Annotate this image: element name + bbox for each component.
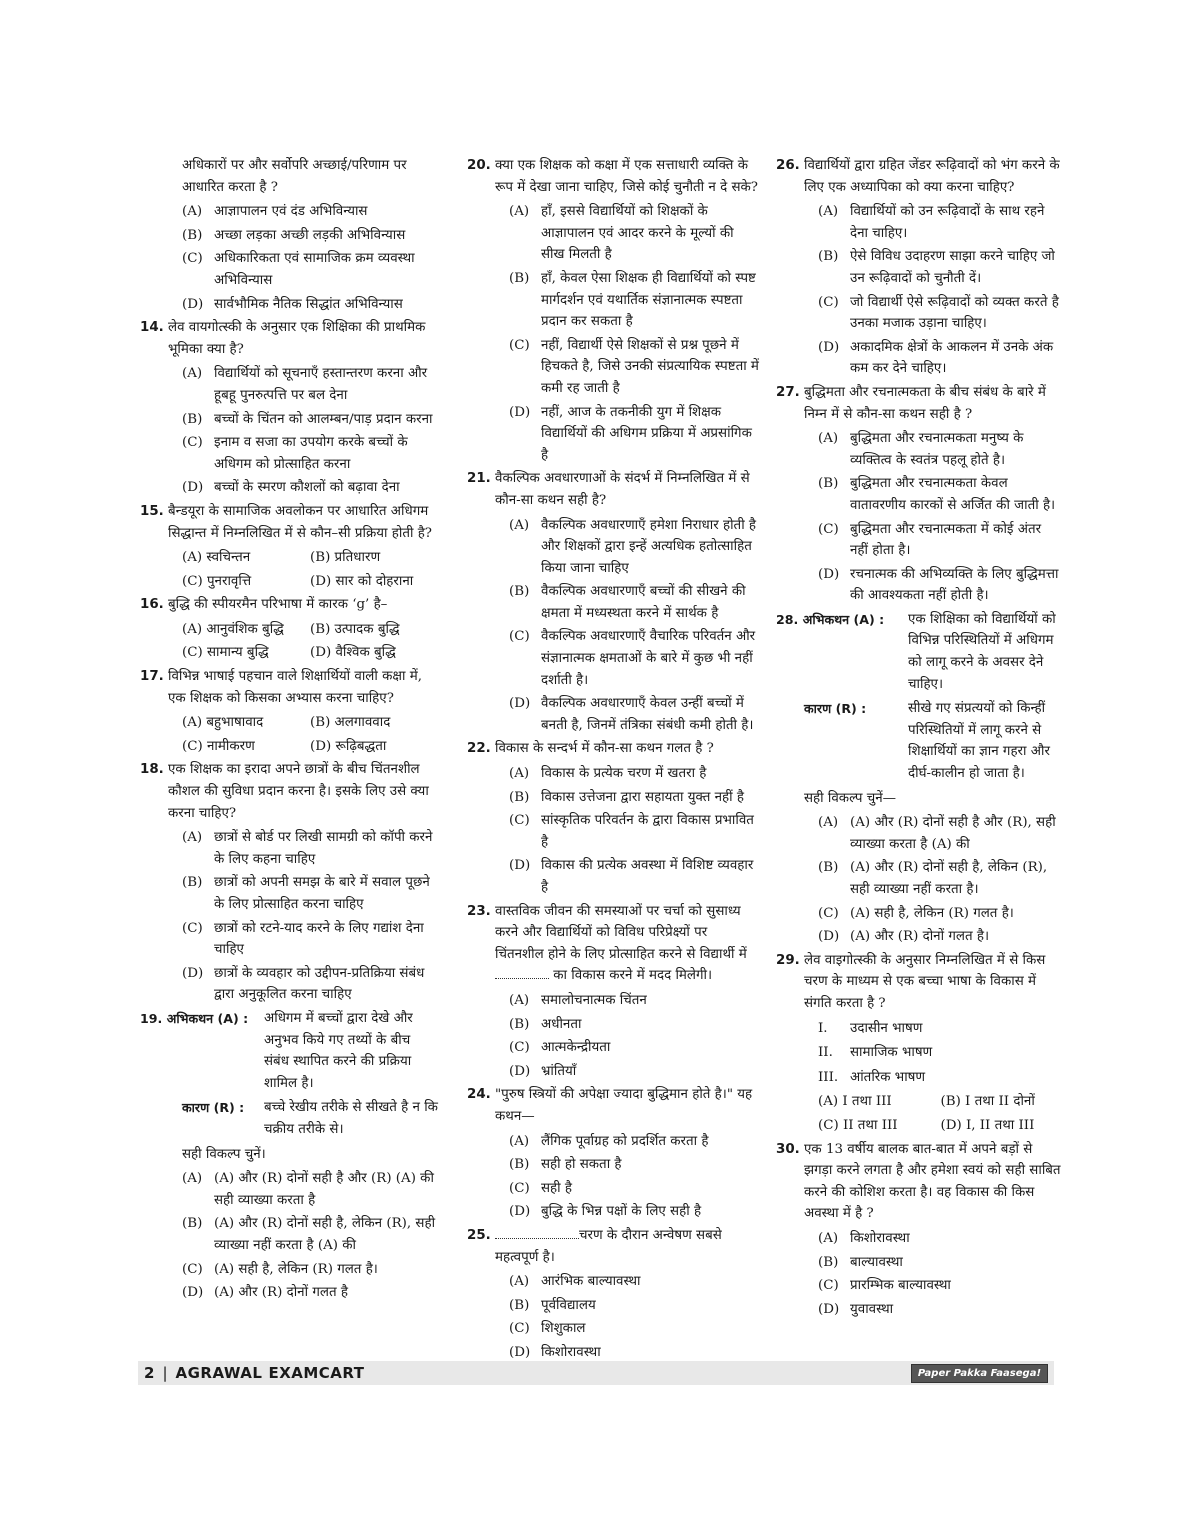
option-text: वैकल्पिक अवधारणाएँ वैचारिक परिवर्तन और संज्ञानात्मक क्षमताओं के बारे में कुछ भी नहीं दर्शाती है। <box>541 629 756 688</box>
q22-options <box>467 763 759 899</box>
answer-option <box>509 1295 759 1317</box>
answer-option <box>182 1259 438 1281</box>
answer-option <box>182 432 438 475</box>
answer-option <box>509 1154 759 1176</box>
answer-option <box>182 225 438 247</box>
question-text-part1: वास्तविक जीवन की समस्याओं पर चर्चा को सुसाध्य करने और विद्यार्थियों को विविध परिप्रेक्ष्यों पर चिंतनशील होने के लिए प्रोत्साहित करने से विद्यार्थी में <box>495 903 747 962</box>
option-label: (A) <box>818 204 839 220</box>
answer-option <box>509 201 759 266</box>
option-text: सांस्कृतिक परिवर्तन के द्वारा विकास प्रभावित है <box>541 813 754 850</box>
answer-option <box>509 1201 759 1223</box>
q24-options <box>467 1131 759 1223</box>
question-text: एक 13 वर्षीय बालक बात-बात में अपने बड़ों से झगड़ा करने लगता है और हमेशा स्वयं को सही साबित करने की कोशिश करता है। वह विकास की किस अवस्था में है ? <box>804 1141 1061 1222</box>
assertion-label <box>776 609 908 695</box>
option-text: (A) और (R) दोनों गलत है <box>214 1285 348 1301</box>
question-22 <box>467 738 759 760</box>
option-label: (C) <box>182 920 203 936</box>
answer-option <box>182 918 438 961</box>
question-text <box>495 1225 759 1268</box>
option-text: छात्रों को अपनी समझ के बारे में सवाल पूछने के लिए प्रोत्साहित करना चाहिए <box>214 875 430 912</box>
option-text: विद्यार्थियों को उन रूढ़िवादों के साथ रहने देना चाहिए। <box>850 204 1045 241</box>
option-label: (D) <box>509 858 531 874</box>
option-text: बच्चों के चिंतन को आलम्बन/पाड़ प्रदान करना <box>214 411 433 427</box>
option-text: हाँ, केवल ऐसा शिक्षक ही विद्यार्थियों को स्पष्ट मार्गदर्शन एवं यथार्तिक संज्ञानात्मक स्पष्टता प्रदान कर सकता है <box>541 270 756 330</box>
option-text: (A) और (R) दोनों सही है और (R) (A) की सही व्याख्या करता है <box>214 1171 434 1208</box>
option-text: विद्यार्थियों को सूचनाएँ हस्तान्तरण करना और हूबहू पुनरुत्पत्ति पर बल देना <box>214 366 428 403</box>
q27-options <box>776 428 1063 607</box>
option-label: (C) <box>509 813 530 829</box>
answer-option <box>182 1213 438 1256</box>
question-18 <box>140 759 438 824</box>
option-text: बुद्धि के भिन्न पक्षों के लिए सही है <box>541 1204 702 1220</box>
option-label: (C) <box>509 629 530 645</box>
option-text: विकास उत्तेजना द्वारा सहायता युक्त नहीं है <box>541 789 744 805</box>
fill-blank <box>495 968 549 979</box>
option-label: (D) <box>509 404 531 420</box>
question-number: 15. <box>140 503 164 519</box>
answer-option <box>509 581 759 624</box>
footer-separator: | <box>162 1364 168 1382</box>
question-number: 22. <box>467 741 491 757</box>
question-number: 30. <box>776 1141 800 1157</box>
question-16 <box>140 594 438 616</box>
page-footer <box>138 1361 1054 1385</box>
statement-numeral: III. <box>818 1069 839 1085</box>
answer-option: (D) सार को दोहराना <box>310 573 414 589</box>
option-text: बुद्धिमता और रचनात्मकता मनुष्य के व्यक्तित्व के स्वतंत्र पहलू होते है। <box>850 431 1024 468</box>
option-label: (B) <box>818 476 839 492</box>
question-text: एक शिक्षक का इरादा अपने छात्रों के बीच चिंतनशील कौशल की सुविधा प्रदान करना है। इसके लिए उसे क्या करना चाहिए? <box>168 762 429 821</box>
answer-option <box>818 1228 1063 1250</box>
option-text: आज्ञापालन एवं दंड अभिविन्यास <box>214 204 368 220</box>
choose-instruction: सही विकल्प चुनें— <box>804 790 897 806</box>
question-text: विकास के सन्दर्भ में कौन-सा कथन गलत है ? <box>495 741 714 757</box>
q18-options <box>140 827 438 1006</box>
answer-option <box>818 246 1063 289</box>
question-25 <box>467 1225 759 1268</box>
answer-option: (A) आनुवंशिक बुद्धि <box>182 621 284 637</box>
question-text-part: चरण के दौरान अन्वेषण सबसे महत्वपूर्ण है। <box>495 1227 722 1265</box>
option-label: (C) <box>818 294 839 310</box>
question-26 <box>776 155 1063 198</box>
question-27 <box>776 382 1063 425</box>
option-label: (A) <box>509 1133 530 1149</box>
answer-option: (B) उत्पादक बुद्धि <box>310 621 400 637</box>
question-number: 20. <box>467 158 491 173</box>
option-text: सही हो सकता है <box>541 1157 622 1173</box>
option-text: (A) सही है, लेकिन (R) गलत है। <box>214 1261 378 1277</box>
option-text: आरंभिक बाल्यावस्था <box>541 1274 641 1290</box>
option-text: (A) और (R) दोनों सही है और (R), सही व्याख्या करता है (A) की <box>850 815 1056 852</box>
question-text: बुद्धिमता और रचनात्मकता के बीच संबंध के बारे में निम्न में से कौन-सा कथन सही है ? <box>804 384 1046 422</box>
option-pair-row <box>818 1115 1063 1137</box>
option-text: (A) और (R) दोनों सही है, लेकिन (R), सही व्याख्या नहीं करता है (A) की <box>214 1216 436 1253</box>
answer-option <box>509 1014 759 1036</box>
option-label: (A) <box>509 1274 530 1290</box>
option-label: (A) <box>818 1230 839 1246</box>
option-label: (C) <box>509 337 530 353</box>
answer-option <box>182 963 438 1006</box>
option-text: बुद्धिमता और रचनात्मकता में कोई अंतर नहीं होता है। <box>850 521 1042 559</box>
answer-option <box>509 626 759 691</box>
option-text: जो विद्यार्थी ऐसे रूढ़िवादों को व्यक्त करते है उनका मजाक उड़ाना चाहिए। <box>850 294 1059 332</box>
answer-option: (A) बहुभाषावाद <box>182 715 264 731</box>
option-label: (B) <box>818 860 839 876</box>
reason-label: कारण (R) : <box>804 701 867 717</box>
statement-item <box>818 1018 1063 1040</box>
option-label: (B) <box>182 411 203 427</box>
answer-option: (D) I, II तथा III <box>940 1117 1035 1133</box>
column-right <box>776 155 1063 1322</box>
q19-options <box>140 1168 438 1304</box>
option-text: रचनात्मक की अभिव्यक्ति के लिए बुद्धिमत्ता की आवश्यकता नहीं होती है। <box>850 566 1059 604</box>
question-24 <box>467 1084 759 1127</box>
option-label: (C) <box>182 435 203 451</box>
option-label: (B) <box>182 875 203 891</box>
question-text-part2: का विकास करने में मदद मिलेगी। <box>553 968 713 984</box>
option-label: (D) <box>818 339 840 355</box>
option-label: (D) <box>182 296 204 312</box>
brand-name-part1: AGRAWAL <box>175 1364 263 1382</box>
option-label: (A) <box>818 815 839 831</box>
option-text: विकास की प्रत्येक अवस्था में विशिष्ट व्यवहार है <box>541 858 754 895</box>
q17-options <box>140 712 438 757</box>
option-label: (B) <box>818 1254 839 1270</box>
answer-option: (C) पुनरावृत्ति <box>182 573 252 589</box>
question-text: विभिन्न भाषाई पहचान वाले शिक्षार्थियों वाली कक्षा में, एक शिक्षक को किसका अभ्यास करना चाहिए? <box>168 669 422 706</box>
question-23 <box>467 901 759 987</box>
answer-option <box>818 1275 1063 1297</box>
option-text: समालोचनात्मक चिंतन <box>541 992 647 1008</box>
answer-option <box>509 1037 759 1059</box>
option-label: (C) <box>509 1321 530 1337</box>
answer-option <box>509 855 759 898</box>
option-pair-row <box>182 736 438 758</box>
answer-option <box>818 201 1063 244</box>
q30-options <box>776 1228 1063 1320</box>
answer-option <box>509 693 759 736</box>
question-number: 17. <box>140 669 164 685</box>
q14-options <box>140 363 438 499</box>
option-text: अधिकारिकता एवं सामाजिक क्रम व्यवस्था अभिविन्यास <box>214 251 415 288</box>
reason-text: सीखे गए संप्रत्ययों को किन्हीं परिस्थितियों में लागू करने से शिक्षार्थियों का ज्ञान गहरा और दीर्घ-कालीन हो जाता है। <box>908 701 1050 782</box>
column-left <box>140 155 438 1306</box>
option-text: युवावस्था <box>850 1301 894 1317</box>
question-30 <box>776 1139 1063 1225</box>
option-text: वैकल्पिक अवधारणाएँ बच्चों की सीखने की क्षमता में मध्यस्थता करने में सार्थक है <box>541 584 746 621</box>
option-label: (A) <box>509 204 530 220</box>
assertion-key: अभिकथन (A) : <box>166 1010 249 1026</box>
answer-option <box>182 248 438 291</box>
answer-option <box>509 1271 759 1293</box>
option-text: बाल्यावस्था <box>850 1254 903 1270</box>
option-text: किशोरावस्था <box>541 1344 601 1360</box>
option-text: छात्रों को रटने-याद करने के लिए गद्यांश देना चाहिए <box>214 920 424 958</box>
answer-option: (B) I तथा II दोनों <box>940 1094 1035 1110</box>
option-label: (D) <box>182 965 204 981</box>
statement-text: सामाजिक भाषण <box>850 1045 933 1061</box>
option-label: (B) <box>509 789 530 805</box>
answer-option <box>509 763 759 785</box>
answer-option <box>818 292 1063 335</box>
option-label: (D) <box>818 929 840 945</box>
option-text: शिशुकाल <box>541 1321 586 1337</box>
option-text: छात्रों के व्यवहार को उद्दीपन-प्रतिक्रिया संबंध द्वारा अनुकूलित करना चाहिए <box>214 965 425 1003</box>
brand-tagline-badge: Paper Pakka Faasega! <box>911 1364 1048 1383</box>
statement-item <box>818 1042 1063 1064</box>
answer-option: (C) नामीकरण <box>182 738 255 754</box>
question-number: 14. <box>140 320 164 336</box>
statement-numeral: I. <box>818 1020 828 1036</box>
option-label: (B) <box>509 270 530 286</box>
answer-option: (B) अलगाववाद <box>310 715 391 731</box>
option-text: किशोरावस्था <box>850 1230 910 1246</box>
answer-option <box>182 363 438 406</box>
option-label: (C) <box>818 1278 839 1294</box>
option-label: (B) <box>182 227 203 243</box>
option-text: आत्मकेन्द्रीयता <box>541 1040 611 1056</box>
q26-options <box>776 201 1063 380</box>
question-14 <box>140 317 438 360</box>
question-number: 18. <box>140 762 164 778</box>
answer-option <box>818 564 1063 607</box>
option-text: (A) सही है, लेकिन (R) गलत है। <box>850 905 1014 921</box>
option-text: प्रारम्भिक बाल्यावस्था <box>850 1278 951 1294</box>
option-label: (B) <box>509 1016 530 1032</box>
question-number: 26. <box>776 158 800 173</box>
reason-label: कारण (R) : <box>182 1100 245 1116</box>
answer-option <box>509 1178 759 1200</box>
option-pair-row <box>182 712 438 734</box>
statement-text: आंतरिक भाषण <box>850 1069 926 1085</box>
q16-options <box>140 619 438 664</box>
option-text: हाँ, इससे विद्यार्थियों को शिक्षकों के आज्ञापालन एवं आदर करने के मूल्यों की सीख मिलती है <box>541 204 734 263</box>
answer-option <box>818 428 1063 471</box>
answer-option: (D) रूढ़िबद्धता <box>310 738 387 754</box>
option-text: सही है <box>541 1180 572 1196</box>
answer-option <box>509 402 759 467</box>
assertion-key: अभिकथन (A) : <box>802 611 885 627</box>
question-17 <box>140 666 438 709</box>
answer-option <box>509 335 759 400</box>
option-text: वैकल्पिक अवधारणाएँ केवल उन्हीं बच्चों में बनती है, जिनमें तंत्रिका संबंधी कमी होती है। <box>541 696 754 733</box>
option-label: (C) <box>182 1261 203 1277</box>
answer-option <box>509 515 759 580</box>
option-label: (C) <box>509 1180 530 1196</box>
assertion-text: एक शिक्षिका को विद्यार्थियों को विभिन्न परिस्थितियों में अधिगम को लागू करने के अवसर देने चाहिए। <box>908 611 1056 692</box>
option-label: (A) <box>818 431 839 447</box>
question-29 <box>776 950 1063 1015</box>
question-text: बुद्धि की स्पीयरमैन परिभाषा में कारक ‘g’ है– <box>168 597 388 613</box>
brand-name-part2: EXAMCART <box>268 1364 365 1382</box>
option-text: छात्रों से बोर्ड पर लिखी सामग्री को कॉपी करने के लिए कहना चाहिए <box>214 830 433 867</box>
option-label: (C) <box>818 905 839 921</box>
answer-option <box>818 473 1063 516</box>
option-label: (D) <box>509 696 531 712</box>
statement-item <box>818 1067 1063 1089</box>
option-text: बच्चों के स्मरण कौशलों को बढ़ावा देना <box>214 480 400 496</box>
option-label: (B) <box>509 1157 530 1173</box>
statement-text: उदासीन भाषण <box>850 1020 923 1036</box>
question-19-reason <box>182 1097 438 1140</box>
answer-option <box>182 294 438 316</box>
option-label: (A) <box>182 366 203 382</box>
answer-option <box>818 519 1063 562</box>
question-13-continuation: अधिकारों पर और सर्वोपरि अच्छाई/परिणाम पर आधारित करता है ? <box>182 158 407 195</box>
answer-option: (C) II तथा III <box>818 1117 898 1133</box>
option-label: (B) <box>818 249 839 265</box>
option-label: (A) <box>182 204 203 220</box>
question-text: बैन्डयूरा के सामाजिक अवलोकन पर आधारित अधिगम सिद्धान्त में निम्नलिखित में से कौन–सी प्रक्रिया होती है? <box>168 503 432 541</box>
option-text: अधीनता <box>541 1016 582 1032</box>
question-15 <box>140 501 438 544</box>
answer-option <box>509 810 759 853</box>
option-label: (C) <box>818 521 839 537</box>
answer-option <box>182 872 438 915</box>
answer-option <box>818 903 1063 925</box>
option-text: लैंगिक पूर्वाग्रह को प्रदर्शित करता है <box>541 1133 709 1149</box>
question-21 <box>467 468 759 511</box>
option-text: ऐसे विविध उदाहरण साझा करने चाहिए जो उन रूढ़िवादों को चुनौती दें। <box>850 249 1055 286</box>
answer-option <box>182 1282 438 1304</box>
option-label: (B) <box>509 1297 530 1313</box>
answer-option <box>182 827 438 870</box>
answer-option: (C) सामान्य बुद्धि <box>182 645 269 661</box>
answer-option <box>182 201 438 223</box>
option-label: (D) <box>509 1063 531 1079</box>
question-text <box>495 901 759 987</box>
question-28-assertion <box>776 609 1063 695</box>
option-label: (D) <box>182 480 204 496</box>
answer-option: (D) वैश्विक बुद्धि <box>310 645 396 661</box>
question-number: 19. <box>140 1010 163 1026</box>
page-number: 2 <box>144 1364 155 1382</box>
option-pair-row <box>182 571 438 593</box>
question-text: वैकल्पिक अवधारणाओं के संदर्भ में निम्नलिखित में से कौन-सा कथन सही है? <box>495 471 750 508</box>
option-label: (D) <box>818 1301 840 1317</box>
option-text: (A) और (R) दोनों गलत है। <box>850 929 990 945</box>
answer-option: (A) स्वचिन्तन <box>182 550 251 566</box>
answer-option <box>509 1318 759 1340</box>
option-text: (A) और (R) दोनों सही है, लेकिन (R), सही व्याख्या नहीं करता है। <box>850 860 1048 897</box>
question-text: लेव वाइगोत्स्की के अनुसार निम्नलिखित में से किस चरण के माध्यम से एक बच्चा भाषा के विकास में संगति करता है ? <box>804 952 1046 1011</box>
option-text: नहीं, विद्यार्थी ऐसे शिक्षकों से प्रश्न पूछने में हिचकते है, जिसे उनकी संप्रत्यायिक स्पष्टता में कमी रह जाती है <box>541 337 759 396</box>
answer-option <box>182 409 438 431</box>
question-28-reason <box>804 698 1063 784</box>
question-text: लेव वायगोत्स्की के अनुसार एक शिक्षिका की प्राथमिक भूमिका क्या है? <box>168 320 426 357</box>
option-label: (B) <box>509 584 530 600</box>
option-text: नहीं, आज के तकनीकी युग में शिक्षक विद्यार्थियों की अधिगम प्रक्रिया में अप्रसांगिक है <box>541 404 752 463</box>
answer-option: (A) I तथा III <box>818 1094 892 1110</box>
option-text: पूर्वविद्यालय <box>541 1297 596 1313</box>
option-text: अच्छा लड़का अच्छी लड़की अभिविन्यास <box>214 227 406 243</box>
question-number: 24. <box>467 1087 491 1103</box>
option-text: बुद्धिमता और रचनात्मकता केवल वातावरणीय कारकों से अर्जित की जाती है। <box>850 476 1056 513</box>
q15-options <box>140 547 438 592</box>
question-number: 27. <box>776 384 800 400</box>
question-20 <box>467 155 759 198</box>
option-label: (A) <box>509 766 530 782</box>
question-text: "पुरुष स्त्रियों की अपेक्षा ज्यादा बुद्धिमान होते है।" यह कथन— <box>495 1087 753 1124</box>
answer-option <box>182 477 438 499</box>
option-text: विकास के प्रत्येक चरण में खतरा है <box>541 766 707 782</box>
question-19-assertion <box>140 1008 438 1094</box>
option-label: (A) <box>182 1171 203 1187</box>
q13-options <box>140 201 438 315</box>
q23-options <box>467 990 759 1082</box>
option-pair-row <box>182 619 438 641</box>
answer-option <box>818 812 1063 855</box>
assertion-text: अधिगम में बच्चों द्वारा देखे और अनुभव किये गए तथ्यों के बीच संबंध स्थापित करने की प्रक्रिया शामिल है। <box>264 1010 413 1091</box>
q29-statements <box>776 1018 1063 1089</box>
column-middle <box>467 155 759 1365</box>
option-label: (A) <box>182 830 203 846</box>
answer-option <box>818 1252 1063 1274</box>
answer-option <box>818 1299 1063 1321</box>
answer-option <box>509 787 759 809</box>
q25-options <box>467 1271 759 1363</box>
answer-option <box>182 1168 438 1211</box>
option-pair-row <box>182 642 438 664</box>
question-number: 29. <box>776 952 800 968</box>
answer-option: (B) प्रतिधारण <box>310 550 381 566</box>
option-text: भ्रांतियाँ <box>541 1063 577 1079</box>
fill-blank <box>495 1228 579 1239</box>
statement-numeral: II. <box>818 1045 833 1061</box>
question-number: 28. <box>776 611 799 627</box>
q20-options <box>467 201 759 466</box>
question-number: 21. <box>467 471 491 487</box>
option-text: सार्वभौमिक नैतिक सिद्धांत अभिविन्यास <box>214 296 403 312</box>
option-label: (C) <box>182 251 203 267</box>
answer-option <box>509 1131 759 1153</box>
option-label: (B) <box>182 1216 203 1232</box>
question-text: क्या एक शिक्षक को कक्षा में एक सत्ताधारी व्यक्ति के रूप में देखा जाना चाहिए, जिसे कोई चुनौती न दे सके? <box>495 158 758 195</box>
option-text: अकादमिक क्षेत्रों के आकलन में उनके अंक कम कर देने चाहिए। <box>850 339 1054 377</box>
option-pair-row <box>818 1091 1063 1113</box>
option-label: (D) <box>818 566 840 582</box>
option-label: (D) <box>509 1204 531 1220</box>
option-label: (A) <box>509 517 530 533</box>
option-text: इनाम व सजा का उपयोग करके बच्चों के अधिगम को प्रोत्साहित करना <box>214 435 408 472</box>
q21-options <box>467 515 759 737</box>
question-number: 25. <box>467 1227 491 1243</box>
option-pair-row <box>182 547 438 569</box>
answer-option <box>818 926 1063 948</box>
assertion-label <box>140 1008 264 1094</box>
q29-options <box>776 1091 1063 1136</box>
q28-options <box>776 812 1063 948</box>
choose-instruction: सही विकल्प चुनें। <box>182 1146 266 1162</box>
option-text: वैकल्पिक अवधारणाएँ हमेशा निराधार होती है और शिक्षकों द्वारा इन्हें अत्यधिक हतोत्साहित किया जाना चाहिए <box>541 517 757 576</box>
option-label: (A) <box>509 992 530 1008</box>
question-text: विद्यार्थियों द्वारा ग्रहित जेंडर रूढ़िवादों को भंग करने के लिए एक अध्यापिका को क्या करना चाहिए? <box>804 158 1060 195</box>
option-label: (C) <box>509 1040 530 1056</box>
reason-text: बच्चे रेखीय तरीके से सीखते है न कि चक्रीय तरीके से। <box>264 1100 438 1137</box>
question-number: 16. <box>140 597 164 613</box>
option-label: (D) <box>182 1285 204 1301</box>
question-number: 23. <box>467 903 491 919</box>
answer-option <box>818 337 1063 380</box>
answer-option <box>509 268 759 333</box>
answer-option <box>509 990 759 1012</box>
answer-option <box>509 1061 759 1083</box>
option-label: (D) <box>509 1344 531 1360</box>
answer-option <box>818 857 1063 900</box>
